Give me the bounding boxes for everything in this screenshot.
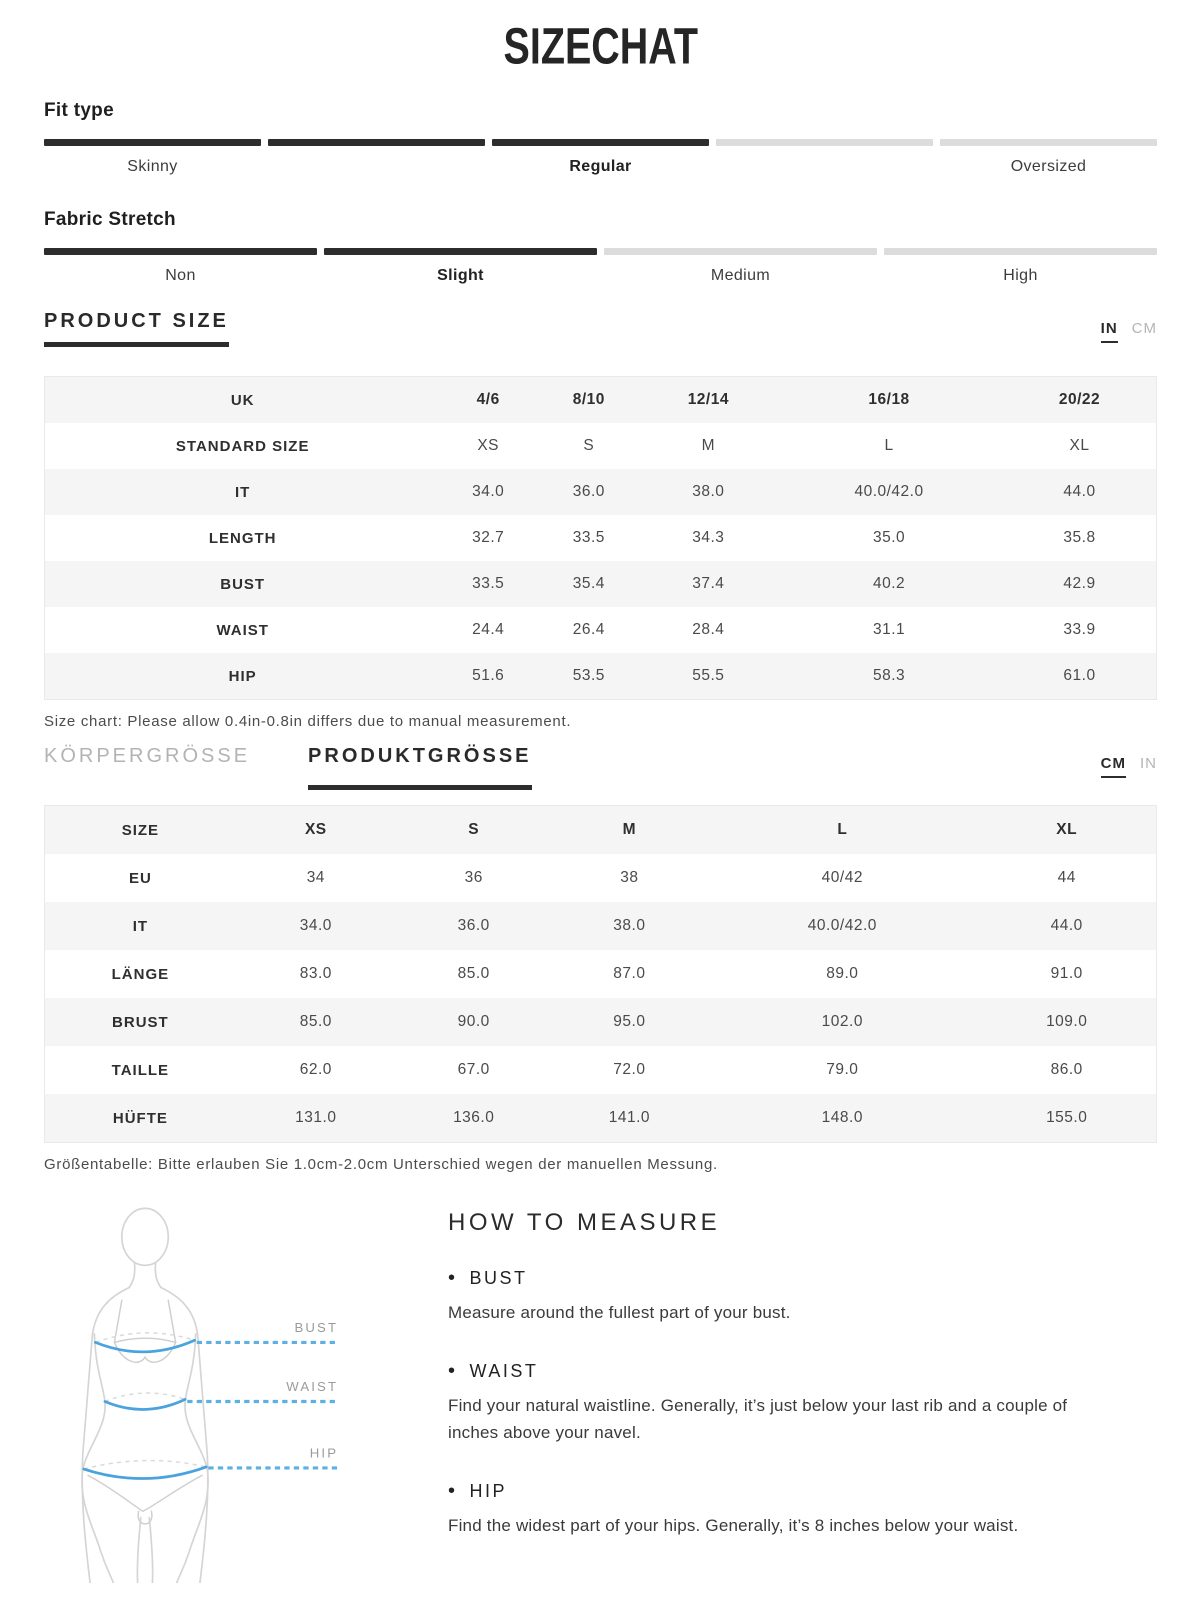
produktgroesse-table-cell: 83.0 [299,965,332,982]
product-size-table-cell: 34.0 [472,483,505,500]
figure-waist-label: WAIST [286,1378,339,1394]
product-size-table-cell: 33.9 [1063,621,1096,638]
produktgroesse-table-cell: 62.0 [299,1061,332,1078]
produktgroesse-table-cell: 34.0 [299,917,332,934]
produktgroesse-table-row [45,902,1157,950]
produktgroesse-table-cell: 36.0 [457,917,490,934]
product-size-table-row [45,561,1157,607]
size-chart-note-in: Size chart: Please allow 0.4in-0.8in differs due to manual measurement. [44,713,572,730]
tab-koerpergroesse[interactable]: KÖRPERGRÖSSE [44,745,251,767]
produktgroesse-table-cell: 44 [1057,869,1076,886]
fit-type-option-label [268,158,485,177]
produktgroesse-table-row [45,1094,1157,1143]
fabric-stretch-option-label: Slight [437,267,484,284]
measure-item-title: • HIP [448,1480,1120,1503]
fabric-stretch-segment [884,248,1157,286]
unit-toggle-in-cm [1101,320,1157,343]
product-size-table-cell: 8/10 [572,391,605,408]
product-size-table-cell: 40.0/42.0 [854,483,924,500]
fabric-stretch-segment-bar [884,248,1157,255]
fabric-stretch-option-label: High [1003,267,1038,284]
product-size-table-row-label: BUST [220,575,266,593]
product-size-table-row [45,469,1157,515]
product-size-table-cell: 44.0 [1063,483,1096,500]
produktgroesse-table-row [45,806,1157,855]
produktgroesse-table-cell: 36 [464,869,483,886]
produktgroesse-table-row-label: IT [132,917,149,935]
product-size-table-row [45,653,1157,700]
produktgroesse-table-row-label: EU [128,869,152,887]
produktgroesse-table-cell: 90.0 [457,1013,490,1030]
product-size-table-cell: S [583,437,595,454]
product-size-table-cell: 55.5 [692,667,725,684]
unit-in-button-de[interactable]: IN [1140,755,1157,772]
fit-type-segment [940,139,1157,177]
produktgroesse-table-cell: M [622,821,637,838]
fit-type-segment-bar [940,139,1157,146]
fabric-stretch-segment-bar [44,248,317,255]
produktgroesse-table-cell: 148.0 [821,1109,863,1126]
product-size-table-row [45,377,1157,424]
fit-type-segment [268,139,485,177]
unit-in-button[interactable]: IN [1101,320,1118,343]
product-size-table-cell: M [701,437,716,454]
body-diagram-figure [60,1201,420,1583]
figure-bust-label: BUST [294,1319,339,1335]
product-size-table-row [45,515,1157,561]
produktgroesse-table-row-label: TAILLE [111,1061,170,1079]
product-size-table-row-label: WAIST [216,621,269,639]
measure-item-waist [448,1360,1120,1446]
measurement-figure [44,1201,448,1588]
produktgroesse-table [44,805,1157,1143]
product-size-table-cell: 16/18 [868,391,910,408]
produktgroesse-table-cell: 86.0 [1050,1061,1083,1078]
product-size-table-cell: 26.4 [572,621,605,638]
product-size-table-cell: XS [477,437,500,454]
fit-type-segment-bar [492,139,709,146]
fabric-stretch-label: Fabric Stretch [44,209,176,230]
fabric-stretch-slider [44,248,1157,286]
product-size-table-cell: 12/14 [687,391,729,408]
produktgroesse-table-cell: 34 [306,869,325,886]
fabric-stretch-segment-bar [604,248,877,255]
product-size-table-cell: 37.4 [692,575,725,592]
fit-type-slider [44,139,1157,177]
produktgroesse-table-cell: 40/42 [821,869,863,886]
product-size-table-cell: L [884,437,894,454]
measure-item-text: Measure around the fullest part of your bust. [448,1303,791,1322]
produktgroesse-table-cell: 136.0 [453,1109,495,1126]
produktgroesse-table-cell: 79.0 [826,1061,859,1078]
produktgroesse-table-cell: L [837,821,848,838]
product-size-table-cell: 61.0 [1063,667,1096,684]
product-size-table-cell: 20/22 [1058,391,1101,408]
product-size-table-row-label: IT [235,483,251,501]
produktgroesse-table-cell: 155.0 [1046,1109,1088,1126]
product-size-table-cell: 33.5 [572,529,605,546]
product-size-table-cell: 58.3 [872,667,906,684]
how-to-measure-list [448,1267,1120,1539]
fit-type-segment-bar [268,139,485,146]
fabric-stretch-segment-bar [324,248,597,255]
produktgroesse-table-cell: 44.0 [1050,917,1083,934]
fit-type-option-label: Oversized [1010,158,1087,175]
product-size-table-cell: 34.3 [692,529,725,546]
size-chart-note-cm: Größentabelle: Bitte erlauben Sie 1.0cm-2.0cm Unterschied wegen der manuellen Messung. [44,1156,718,1173]
product-size-table-cell: XL [1069,437,1090,454]
tab-produktgroesse[interactable]: PRODUKTGRÖSSE [308,745,531,790]
product-size-table-cell: 35.8 [1063,529,1096,546]
measure-item-text: Find your natural waistline. Generally, it’s just below your last rib and a couple of inches above your navel. [448,1396,1068,1442]
produktgroesse-table-cell: 102.0 [821,1013,863,1030]
produktgroesse-table-cell: 85.0 [457,965,490,982]
measure-item-title: • BUST [448,1267,1120,1290]
fit-type-segment-bar [716,139,933,146]
product-size-table-cell: 24.4 [472,621,505,638]
produktgroesse-table-cell: 131.0 [295,1109,337,1126]
figure-hip-label: HIP [309,1445,339,1461]
product-size-table-cell: 53.5 [572,667,605,684]
fit-type-segment [492,139,709,177]
product-size-table-cell: 4/6 [476,391,500,408]
product-size-table-cell: 32.7 [472,529,505,546]
product-size-table-row-label: UK [230,391,255,409]
produktgroesse-table-row [45,854,1157,902]
produktgroesse-table-row [45,950,1157,998]
product-size-table-cell: 42.9 [1063,575,1096,592]
product-size-table-cell: 51.6 [472,667,505,684]
produktgroesse-table-cell: 38 [620,869,639,886]
unit-toggle-cm-in [1101,755,1157,778]
fabric-stretch-segment [44,248,317,286]
fit-type-segment [44,139,261,177]
produktgroesse-table-cell: 72.0 [613,1061,646,1078]
produktgroesse-table-row [45,998,1157,1046]
measure-item-text: Find the widest part of your hips. Generally, it’s 8 inches below your waist. [448,1516,1019,1536]
produktgroesse-table-cell: S [468,821,480,838]
produktgroesse-table-cell: 87.0 [613,965,646,982]
product-size-table-cell: 35.0 [872,529,906,546]
produktgroesse-table-cell: XL [1056,821,1078,838]
product-size-table-cell: 35.4 [572,575,605,592]
produktgroesse-table-cell: 67.0 [457,1061,490,1078]
measure-item-title: • WAIST [448,1360,1120,1383]
product-size-table-row-label: LENGTH [208,529,277,547]
product-size-table [44,376,1157,700]
produktgroesse-table-row-label: LÄNGE [111,965,170,983]
fabric-stretch-segment [604,248,877,286]
produktgroesse-table-cell: 89.0 [826,965,859,982]
product-size-table-row-label: HIP [228,667,257,685]
product-size-table-row [45,607,1157,653]
produktgroesse-table-cell: 109.0 [1046,1013,1088,1030]
produktgroesse-table-cell: XS [304,821,327,838]
produktgroesse-table-row-label: HÜFTE [112,1109,168,1127]
produktgroesse-table-cell: 38.0 [613,917,646,934]
fit-type-segment [716,139,933,177]
produktgroesse-table-cell: 85.0 [299,1013,332,1030]
unit-cm-button-de[interactable]: CM [1101,755,1126,778]
produktgroesse-table-cell: 95.0 [613,1013,646,1030]
fit-type-option-label: Skinny [127,158,178,175]
how-to-measure-heading: HOW TO MEASURE [448,1209,721,1236]
measure-item-bust [448,1267,1120,1326]
fabric-stretch-segment [324,248,597,286]
product-size-heading: PRODUCT SIZE [44,310,229,347]
produktgroesse-table-row-label: BRUST [112,1013,169,1031]
produktgroesse-table-row-label: SIZE [121,821,160,839]
product-size-table-cell: 38.0 [692,483,725,500]
product-size-table-cell: 36.0 [572,483,605,500]
fabric-stretch-option-label: Non [165,267,196,284]
produktgroesse-table-row [45,1046,1157,1094]
produktgroesse-table-cell: 141.0 [608,1109,651,1126]
product-size-table-cell: 33.5 [472,575,505,592]
page-title: SIZECHAT [503,16,698,75]
fabric-stretch-option-label: Medium [710,267,771,284]
product-size-table-row-label: STANDARD SIZE [175,437,310,455]
fit-type-option-label [716,158,933,177]
product-size-table-cell: 40.2 [872,575,906,592]
produktgroesse-table-cell: 91.0 [1050,965,1083,982]
fit-type-segment-bar [44,139,261,146]
produktgroesse-table-cell: 40.0/42.0 [807,917,877,934]
fit-type-label: Fit type [44,100,114,121]
product-size-table-cell: 31.1 [872,621,906,638]
fit-type-option-label: Regular [569,158,632,175]
product-size-table-row [45,423,1157,469]
measure-item-hip [448,1480,1120,1539]
product-size-table-cell: 28.4 [692,621,725,638]
unit-cm-button[interactable]: CM [1131,320,1157,337]
